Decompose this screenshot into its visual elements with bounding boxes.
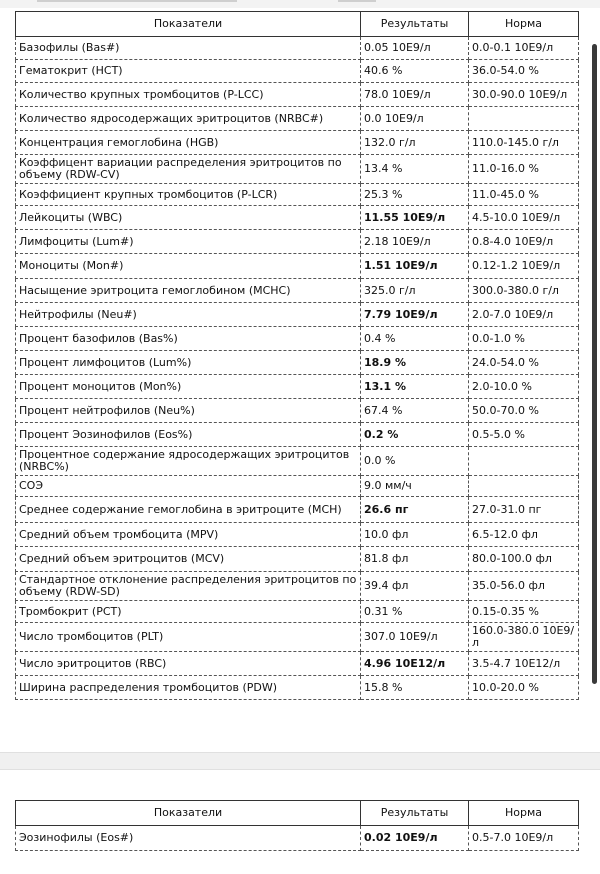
row-norm: 27.0-31.0 пг	[469, 497, 579, 523]
scrollbar[interactable]	[592, 44, 597, 684]
table-row	[16, 476, 579, 497]
table-row	[16, 547, 579, 572]
row-norm: 0.0-1.0 %	[469, 327, 579, 351]
row-result: 0.05 10E9/л	[361, 37, 469, 60]
row-norm: 0.5-7.0 10E9/л	[469, 826, 579, 851]
row-name: Коэффицент вариации распределения эритроцитов по объему (RDW-CV)	[16, 155, 361, 184]
row-name: Процент Эозинофилов (Eos%)	[16, 423, 361, 447]
row-norm: 11.0-45.0 %	[469, 184, 579, 206]
row-norm: 0.0-0.1 10E9/л	[469, 37, 579, 60]
row-name: Процент нейтрофилов (Neu%)	[16, 399, 361, 423]
header-norm: Норма	[469, 801, 579, 826]
row-result: 7.79 10E9/л	[361, 303, 469, 327]
row-name: Процентное содержание ядросодержащих эритроцитов (NRBC%)	[16, 447, 361, 476]
row-name: Концентрация гемоглобина (HGB)	[16, 131, 361, 155]
row-result: 39.4 фл	[361, 572, 469, 601]
table-row	[16, 83, 579, 107]
row-result: 307.0 10E9/л	[361, 623, 469, 652]
table-row	[16, 184, 579, 206]
table-row	[16, 399, 579, 423]
row-norm: 300.0-380.0 г/л	[469, 279, 579, 303]
table-row	[16, 652, 579, 676]
row-result: 0.0 10E9/л	[361, 107, 469, 131]
row-result: 9.0 мм/ч	[361, 476, 469, 497]
row-name: Ширина распределения тромбоцитов (PDW)	[16, 676, 361, 700]
row-norm: 36.0-54.0 %	[469, 60, 579, 83]
row-name: Насыщение эритроцита гемоглобином (MCHC)	[16, 279, 361, 303]
row-norm: 10.0-20.0 %	[469, 676, 579, 700]
table-row	[16, 497, 579, 523]
row-result: 0.0 %	[361, 447, 469, 476]
row-result: 1.51 10E9/л	[361, 254, 469, 279]
row-name: Процент базофилов (Bas%)	[16, 327, 361, 351]
row-norm: 160.0-380.0 10E9/л	[469, 623, 579, 652]
row-name: Лейкоциты (WBC)	[16, 206, 361, 230]
row-norm: 4.5-10.0 10E9/л	[469, 206, 579, 230]
header-row	[16, 801, 579, 826]
row-norm: 24.0-54.0 %	[469, 351, 579, 375]
row-norm: 80.0-100.0 фл	[469, 547, 579, 572]
row-result: 81.8 фл	[361, 547, 469, 572]
row-norm: 2.0-7.0 10E9/л	[469, 303, 579, 327]
row-name: Лимфоциты (Lum#)	[16, 230, 361, 254]
table-row	[16, 523, 579, 547]
table-row	[16, 131, 579, 155]
row-name: Моноциты (Mon#)	[16, 254, 361, 279]
table-row	[16, 206, 579, 230]
row-name: Процент моноцитов (Mon%)	[16, 375, 361, 399]
row-result: 26.6 пг	[361, 497, 469, 523]
row-name: Тромбокрит (PCT)	[16, 601, 361, 623]
row-result: 11.55 10E9/л	[361, 206, 469, 230]
row-norm: 11.0-16.0 %	[469, 155, 579, 184]
results-table-2	[15, 800, 579, 851]
row-result: 13.4 %	[361, 155, 469, 184]
row-norm	[469, 107, 579, 131]
row-name: Средний объем эритроцитов (MCV)	[16, 547, 361, 572]
header-indicator: Показатели	[16, 12, 361, 37]
table-row	[16, 107, 579, 131]
table-row	[16, 230, 579, 254]
row-norm: 0.8-4.0 10E9/л	[469, 230, 579, 254]
table-row	[16, 676, 579, 700]
table-row	[16, 37, 579, 60]
table-row	[16, 303, 579, 327]
row-name: Нейтрофилы (Neu#)	[16, 303, 361, 327]
row-norm: 2.0-10.0 %	[469, 375, 579, 399]
row-norm: 0.12-1.2 10E9/л	[469, 254, 579, 279]
section-divider	[0, 752, 600, 770]
row-result: 25.3 %	[361, 184, 469, 206]
row-result: 18.9 %	[361, 351, 469, 375]
header-result: Результаты	[361, 12, 469, 37]
row-norm	[469, 476, 579, 497]
table-row	[16, 60, 579, 83]
table-row	[16, 572, 579, 601]
row-name: Стандартное отклонение распределения эритроцитов по объему (RDW-SD)	[16, 572, 361, 601]
row-name: Количество крупных тромбоцитов (P-LCC)	[16, 83, 361, 107]
header-result: Результаты	[361, 801, 469, 826]
table-row	[16, 623, 579, 652]
table-row	[16, 423, 579, 447]
row-result: 0.4 %	[361, 327, 469, 351]
row-name: Эозинофилы (Eos#)	[16, 826, 361, 851]
row-norm: 35.0-56.0 фл	[469, 572, 579, 601]
row-result: 2.18 10E9/л	[361, 230, 469, 254]
row-norm: 110.0-145.0 г/л	[469, 131, 579, 155]
table-row	[16, 327, 579, 351]
row-norm: 6.5-12.0 фл	[469, 523, 579, 547]
row-result: 132.0 г/л	[361, 131, 469, 155]
row-result: 13.1 %	[361, 375, 469, 399]
table-row	[16, 826, 579, 851]
row-name: Коэффициент крупных тромбоцитов (P-LCR)	[16, 184, 361, 206]
row-name: Процент лимфоцитов (Lum%)	[16, 351, 361, 375]
row-norm	[469, 447, 579, 476]
top-tab-placeholder	[338, 0, 376, 2]
header-indicator: Показатели	[16, 801, 361, 826]
header-row	[16, 12, 579, 37]
row-name: Гематокрит (HCT)	[16, 60, 361, 83]
row-name: Среднее содержание гемоглобина в эритроците (MCH)	[16, 497, 361, 523]
row-norm: 0.5-5.0 %	[469, 423, 579, 447]
top-tab-placeholder	[37, 0, 237, 2]
row-result: 0.2 %	[361, 423, 469, 447]
table-row	[16, 279, 579, 303]
row-name: СОЭ	[16, 476, 361, 497]
results-table	[15, 11, 579, 700]
table-row	[16, 254, 579, 279]
row-norm: 0.15-0.35 %	[469, 601, 579, 623]
row-result: 15.8 %	[361, 676, 469, 700]
row-name: Число тромбоцитов (PLT)	[16, 623, 361, 652]
row-norm: 30.0-90.0 10E9/л	[469, 83, 579, 107]
row-result: 10.0 фл	[361, 523, 469, 547]
row-name: Число эритроцитов (RBC)	[16, 652, 361, 676]
row-norm: 3.5-4.7 10E12/л	[469, 652, 579, 676]
row-name: Количество ядросодержащих эритроцитов (NRBC#)	[16, 107, 361, 131]
header-norm: Норма	[469, 12, 579, 37]
row-result: 67.4 %	[361, 399, 469, 423]
row-result: 0.31 %	[361, 601, 469, 623]
row-result: 78.0 10E9/л	[361, 83, 469, 107]
table-row	[16, 155, 579, 184]
row-name: Средний объем тромбоцита (MPV)	[16, 523, 361, 547]
row-norm: 50.0-70.0 %	[469, 399, 579, 423]
top-strip	[0, 0, 600, 8]
row-name: Базофилы (Bas#)	[16, 37, 361, 60]
row-result: 40.6 %	[361, 60, 469, 83]
table-row	[16, 447, 579, 476]
table-row	[16, 351, 579, 375]
row-result: 325.0 г/л	[361, 279, 469, 303]
row-result: 0.02 10E9/л	[361, 826, 469, 851]
table-row	[16, 375, 579, 399]
table-row	[16, 601, 579, 623]
row-result: 4.96 10E12/л	[361, 652, 469, 676]
